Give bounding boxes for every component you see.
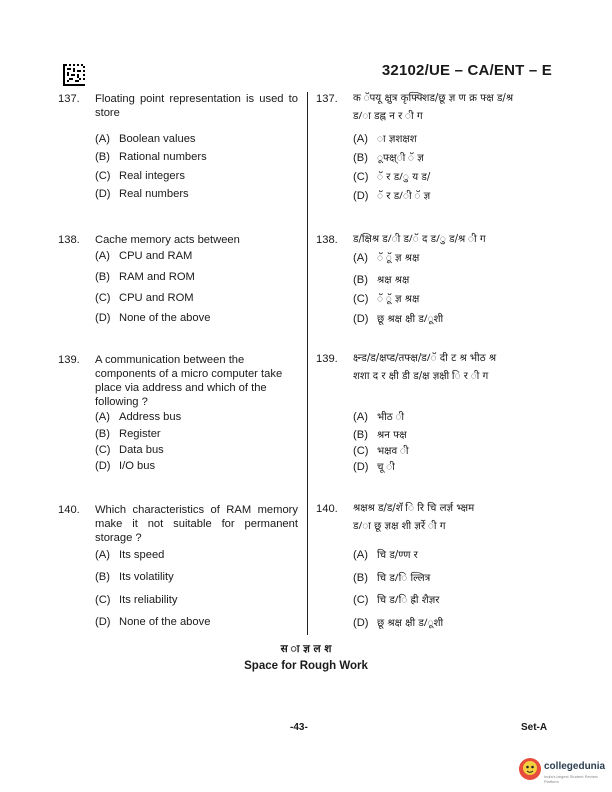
collegedunia-logo	[518, 755, 608, 787]
option-b: (B) चि ड/ि ल्लित्र	[353, 572, 431, 584]
question-number: 139.	[316, 353, 338, 365]
option-a: (A) ा ज्ञशक्षश	[353, 133, 417, 145]
option-b: (B) ूफ्क्ष्ी ॅ ज्ञ	[353, 152, 424, 164]
option-b: (B) Its volatility	[95, 571, 174, 583]
question-stem: क ॅपयू क्षुत्र कृफ्फ्शिड/छू ज्ञ ण क्र फ्क्ष ड/श्र ड/ा डह्न न र ी ग	[353, 93, 514, 122]
option-c: (C) चि ड/ि ह्री शैज्ञर	[353, 594, 440, 606]
datamatrix-barcode	[63, 64, 85, 86]
question-number: 140.	[58, 504, 80, 516]
brand-name: collegedunia	[544, 761, 606, 772]
option-d: (D) None of the above	[95, 616, 211, 628]
option-c: (C) Real integers	[95, 170, 185, 182]
option-a: (A) भीठ ी	[353, 411, 405, 423]
question-number: 139.	[58, 354, 80, 366]
rough-work-title-hindi: स ा ज्ञ ल श	[280, 643, 332, 655]
option-c: (C) ॅ ूॅ ज्ञ श्रक्ष	[353, 293, 420, 305]
option-a: (A) Its speed	[95, 549, 165, 561]
option-b: (B) Register	[95, 428, 161, 440]
option-d: (D) चू ी	[353, 461, 395, 473]
question-stem: Which characteristics of RAM memory make it not suitable for permanent storage ?	[95, 504, 298, 544]
option-d: (D) ॅ र ड/ी ॅ ज्ञ	[353, 190, 431, 202]
option-d: (D) छू श्रक्ष क्षी ड/ूशी	[353, 313, 444, 325]
mascot-icon	[518, 757, 542, 781]
question-number: 138.	[58, 234, 80, 246]
option-b: (B) Rational numbers	[95, 151, 207, 163]
page-number: -43-	[290, 722, 308, 733]
option-d: (D) I/O bus	[95, 460, 156, 472]
option-c: (C) Data bus	[95, 444, 164, 456]
option-c: (C) Its reliability	[95, 594, 178, 606]
question-stem: क्ष्न्ड/ड/क्षप्ड/तफ्क्ष/ड/ॅ दी ट श्र भीठ श्र शशा द र क्षी डी ड/क्ष ज्ञक्षी ि र ी ग	[353, 353, 497, 382]
option-a: (A) CPU and RAM	[95, 250, 193, 262]
option-b: (B) RAM and ROM	[95, 271, 195, 283]
option-a: (A) ॅ ूॅ ज्ञ श्रक्ष	[353, 252, 420, 264]
question-stem: A communication between the components of a micro computer take place via address and which of the following ?	[95, 354, 283, 408]
question-number: 137.	[58, 93, 80, 105]
brand-tagline: India's largest Student Review Platform	[544, 774, 598, 784]
set-label: Set-A	[521, 722, 548, 733]
option-a: (A) चि ड/ण्ण र	[353, 549, 418, 561]
option-c: (C) भक्षव ी	[353, 445, 409, 457]
option-d: (D) छू श्रक्ष क्षी ड/ूशी	[353, 617, 444, 629]
option-d: (D) Real numbers	[95, 188, 189, 200]
option-c: (C) ॅ र ड/ु य ड/	[353, 171, 431, 183]
option-a: (A) Address bus	[95, 411, 182, 423]
option-b: (B) श्रन फ्क्ष	[353, 429, 407, 441]
question-stem: Floating point representation is used to store	[95, 93, 298, 119]
question-stem: ड/क्षिश्र ड/ी ड/ॅ द ड/ु ड/श्र ी ग	[353, 234, 486, 245]
paper-code: 32102/UE – CA/ENT – E	[381, 62, 552, 79]
rough-work-title: Space for Rough Work	[244, 660, 368, 672]
option-c: (C) CPU and ROM	[95, 292, 194, 304]
option-b: (B) श्रक्ष श्रक्ष	[353, 274, 410, 286]
option-a: (A) Boolean values	[95, 133, 196, 145]
option-d: (D) None of the above	[95, 312, 211, 324]
question-stem: Cache memory acts between	[95, 234, 240, 246]
question-stem: श्रक्षश्र ड/ड/शॅ ि रि चि लर्ज्ञ भ्क्षम ड/ा छू ज्ञक्ष शी ज्ञर्रे ी ग	[353, 503, 475, 532]
question-number: 137.	[316, 93, 338, 105]
question-number: 140.	[316, 503, 338, 515]
question-number: 138.	[316, 234, 338, 246]
